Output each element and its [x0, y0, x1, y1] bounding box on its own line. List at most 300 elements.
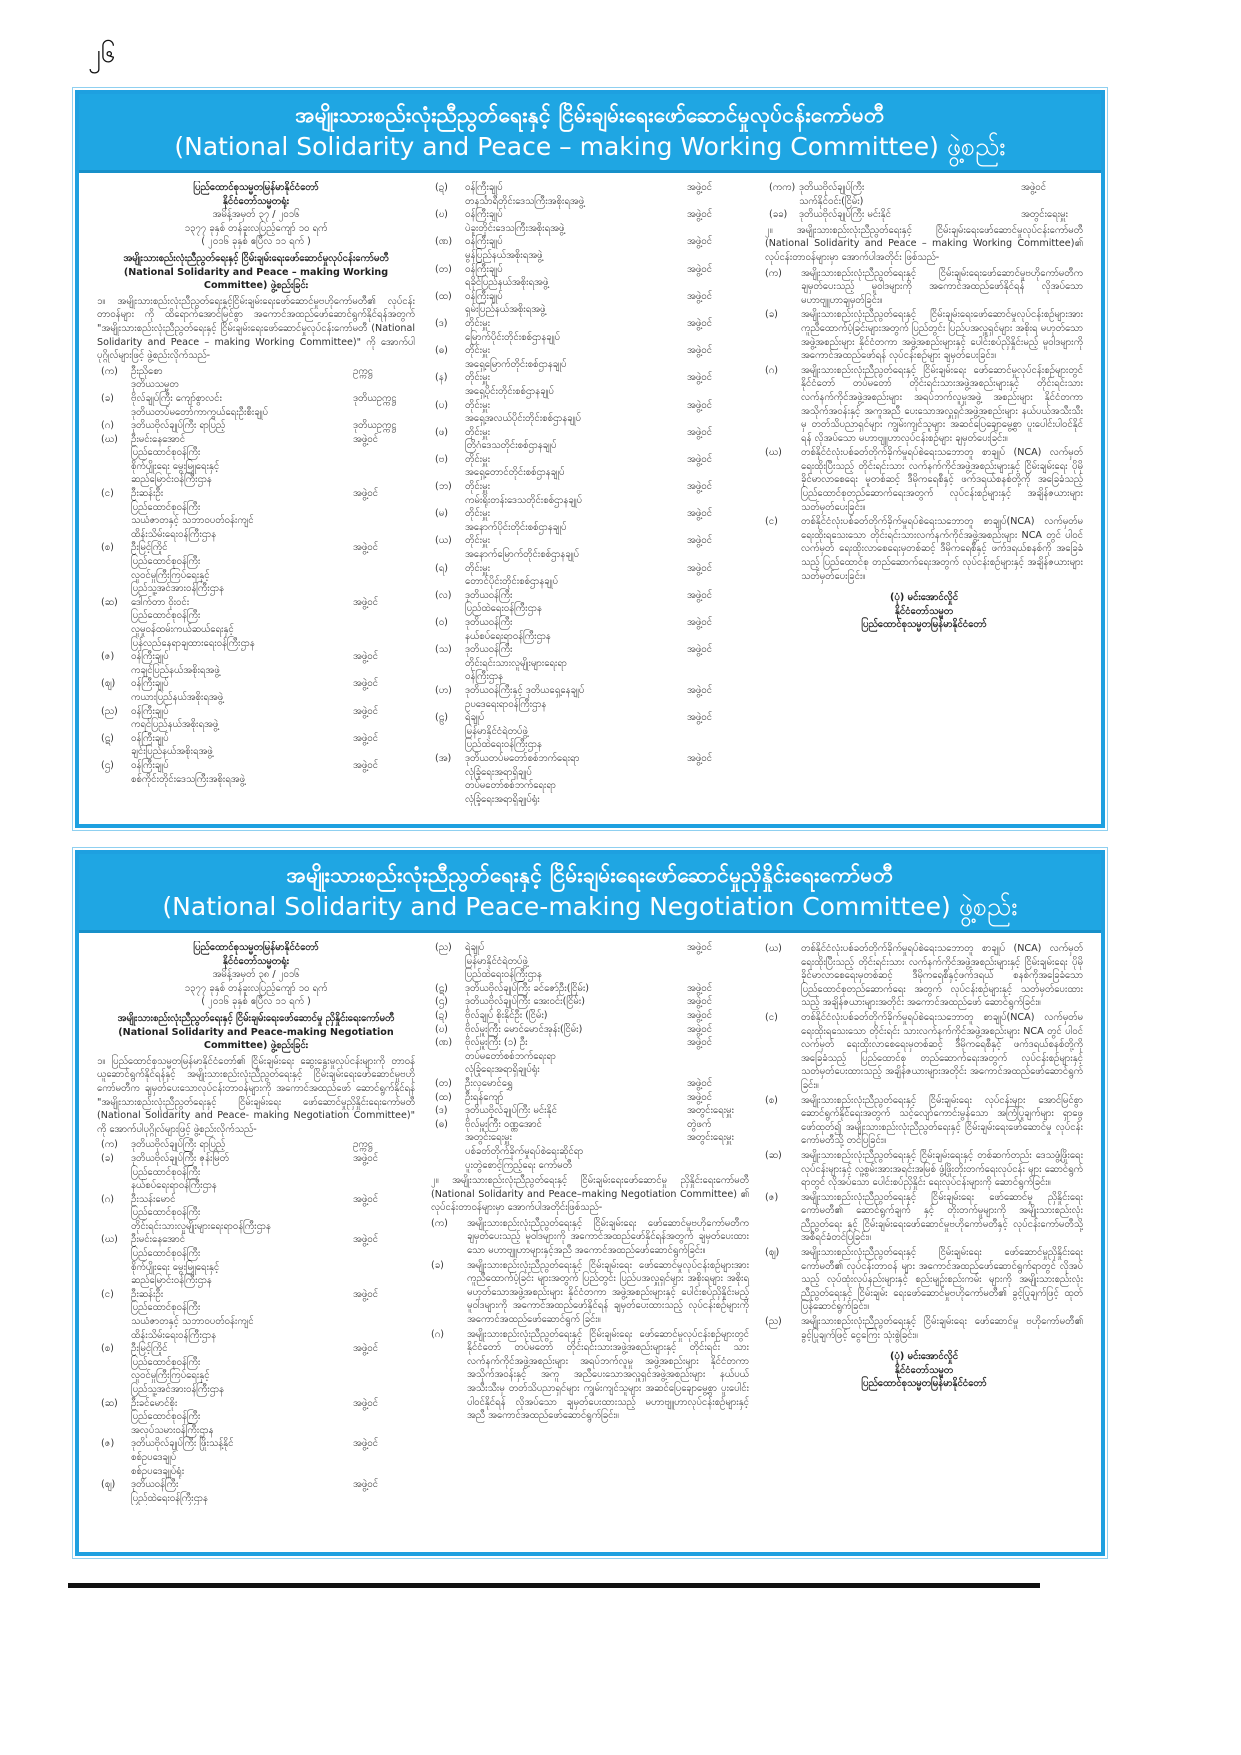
member-details — [465, 684, 687, 711]
order-intro: ၁။ ပြည်ထောင်စုသမ္မတမြန်မာနိုင်ငံတော်၏ ငြိမ်းချမ်းရေး ဆွေးနွေးမှုလုပ်ငန်းများကို တာဝန်ယူဆောင်ရွက်နိုင်ရန်နှင့် အမျိုးသားစည်းလုံးညီညွတ်ရေးနှင့် ငြိမ်းချမ်းရေးဖော်ဆောင်မှုဗဟိုကော်မတီက ချမှတ်ပေးသောလုပ်ငန်းတာဝန်များကို အကောင်အထည်ဖော် ဆောင်ရွက်နိုင်ရန် "အမျိုးသားစည်းလုံးညီညွတ်ရေးနှင့် ငြိမ်းချမ်းရေး ဖော်ဆောင်မှုညှိနှိုင်းရေးကော်မတီ (National Solidarity and Peace- making Negotiation Committee)" ကို အောက်ပါပုဂ္ဂိုလ်များဖြင့် ဖွဲ့စည်းလိုက်သည်- — [97, 1055, 415, 1135]
member-position: ကယားပြည်နယ်အစိုးရအဖွဲ့ — [131, 691, 224, 703]
member-position: တနင်္သာရီတိုင်းဒေသကြီးအစိုးရအဖွဲ့ — [465, 195, 585, 207]
signature-block — [765, 1350, 1083, 1391]
member-name: တိုင်းမှူး — [465, 481, 491, 493]
member-role — [687, 290, 749, 317]
member-entry — [431, 480, 749, 507]
member-role — [353, 677, 415, 704]
member-position: တိုင်းရင်းသားလူမျိုးများရေးရာ — [465, 657, 567, 669]
member-position: လူမှုဝန်ထမ်းကယ်ဆယ်ရေးနှင့် — [131, 624, 234, 635]
member-entry — [97, 1342, 415, 1396]
member-position: အရှေ့ပိုင်းတိုင်းစစ်ဌာနချုပ် — [465, 385, 554, 397]
member-role — [687, 1104, 749, 1118]
member-role — [687, 982, 749, 996]
member-position: ပြည်ထဲရေးဝန်ကြီးဌာန — [131, 1492, 208, 1504]
member-role — [1021, 181, 1083, 208]
member-label: (ဟ) — [435, 684, 452, 696]
member-position: ဒုတိယသမ္မတ — [131, 379, 179, 391]
member-label: (ဈ) — [101, 1479, 116, 1491]
member-entry — [431, 1091, 749, 1105]
member-position: စိုက်ပျိုးရေး မွေးမြူရေးနှင့် — [131, 460, 220, 472]
member-label: (ဂ) — [101, 420, 114, 432]
member-details — [131, 419, 353, 433]
member-role-text: အဖွဲ့ဝင် — [687, 209, 712, 221]
duty-text: အမျိုးသားစည်းလုံးညီညွတ်ရေးနှင့် ငြိမ်းချမ်းရေးဖော်ဆောင်မှုဗဟိုကော်မတီက ချမှတ်ပေးသည့် မူဝါဒများကို အကောင်အထည်ဖော်နိုင်ရန် လိုအပ်သော မဟာဗျူဟာချမှတ်ခြင်း။ — [801, 267, 1083, 306]
member-role-text: အဖွဲ့ဝင် — [353, 1343, 378, 1355]
member-role-text: အဖွဲ့ဝင် — [687, 535, 712, 547]
member-label: (င) — [101, 1288, 114, 1300]
member-position: ကမ်းရိုးတန်းဒေသတိုင်းစစ်ဌာနချုပ် — [465, 494, 582, 506]
member-details — [465, 344, 687, 371]
member-label: (ဇ) — [101, 651, 115, 663]
member-label: (ဂ) — [101, 1193, 114, 1205]
member-role-text: အဖွဲ့ဝင် — [353, 433, 378, 445]
announcement-banner — [79, 94, 1101, 173]
member-label: (ကက) — [769, 182, 796, 193]
order-header-line: ပြည်ထောင်စုသမ္မတမြန်မာနိုင်ငံတော် — [193, 942, 319, 953]
duty-item — [765, 446, 1083, 514]
member-role — [687, 562, 749, 589]
member-position: အရှေ့မြောက်တိုင်းစစ်ဌာနချုပ် — [465, 358, 567, 370]
member-position: စိုက်ပျိုးရေး မွေးမြူရေးနှင့် — [131, 1261, 220, 1273]
duty-label: (င) — [765, 1011, 778, 1023]
member-entry — [97, 392, 415, 419]
member-position: ကချင်ပြည်နယ်အစိုးရအဖွဲ့ — [131, 664, 220, 676]
member-role-text: ဥက္ကဋ္ဌ — [353, 365, 373, 377]
member-position: နယ်စပ်ရေးရာဝန်ကြီးဌာန — [465, 630, 551, 642]
member-label: (တ) — [435, 263, 452, 275]
member-label: (စ) — [101, 1343, 114, 1355]
member-entry — [97, 759, 415, 786]
member-details — [465, 480, 687, 507]
member-entry — [431, 1118, 749, 1172]
member-entry — [431, 1023, 749, 1037]
member-entry — [765, 181, 1083, 208]
member-name: ဒုတိယဗိုလ်ချုပ်ကြီး မင်းနိုင် — [465, 1105, 557, 1117]
member-label: (ဋ) — [101, 732, 114, 744]
member-role — [687, 453, 749, 480]
member-details — [131, 433, 353, 487]
member-details — [465, 589, 687, 616]
member-label: (ဌ) — [101, 759, 114, 771]
member-role — [353, 392, 415, 419]
member-details — [799, 208, 1021, 222]
member-position: ပြည်ထောင်စုဝန်ကြီး — [131, 1248, 201, 1260]
member-role-text: အတွင်းရေးမှူး — [687, 1132, 734, 1144]
member-name: ဒုတိယဝန်ကြီး — [465, 589, 513, 601]
member-role — [687, 426, 749, 453]
member-label: (ဘ) — [435, 481, 452, 493]
duty-item — [765, 1011, 1083, 1093]
member-name: ဒုတိယဗိုလ်ချုပ်ကြီး ရာပြည့် — [131, 420, 226, 432]
member-role-text: အဖွဲ့ဝင် — [687, 1077, 712, 1089]
duty-item — [765, 267, 1083, 308]
member-role-text: အဖွဲ့ဝင် — [353, 488, 378, 500]
member-name: ဒုတိယဗိုလ်ချုပ်ကြီး ဖြိုးသန့်နိုင် — [131, 1438, 234, 1450]
member-role-text: အတွင်းရေးမှူး — [687, 1105, 734, 1117]
member-entry — [97, 365, 415, 392]
member-position: ပြန်လည်နေရာချထားရေးဝန်ကြီးဌာန — [131, 637, 255, 649]
member-role-text: အဖွဲ့ဝင် — [353, 1193, 378, 1205]
member-position: ရခိုင်ပြည်နယ်အစိုးရအဖွဲ့ — [465, 277, 549, 289]
member-name: ဦးသန်းမောင် — [131, 1193, 176, 1205]
duty-item — [765, 1094, 1083, 1148]
duty-item — [431, 1217, 749, 1258]
member-role — [687, 344, 749, 371]
member-details — [465, 752, 687, 806]
member-details — [799, 181, 1021, 208]
member-details — [465, 1091, 687, 1105]
member-name: ဦးရန်ကျော် — [465, 1091, 504, 1103]
member-role-text: အဖွဲ့ဝင် — [687, 399, 712, 411]
member-name: ဝန်ကြီးချုပ် — [465, 182, 503, 193]
member-role-text: အဖွဲ့ဝင် — [687, 684, 712, 696]
member-role-text: အဖွဲ့ဝင် — [687, 996, 712, 1008]
duty-label: (ဂ) — [431, 1328, 444, 1340]
member-details — [465, 941, 687, 982]
member-role — [1021, 208, 1083, 222]
member-label: (ဋ) — [435, 982, 448, 994]
duty-text: တစ်နိုင်ငံလုံးပစ်ခတ်တိုက်ခိုက်မှုရပ်စဲရေးသဘောတူ စာချုပ်(NCA) လက်မှတ်မရေးထိုးရသေးသော တိုင်းရင်းသားလက်နက်ကိုင်အဖွဲ့အစည်းများ NCA တွင် ပါဝင် လက်မှတ် ရေးထိုးလာစေရေးမှတစ်ဆင့် ဒီမိုကရေစီနှင့် ဖက်ဒရယ်စနစ်ကို အခြေခံသည့် ပြည်ထောင်စု တည်ဆောက်ရေးအတွက် လုပ်ငန်းစဉ်များနှင့် အချိန်ဇယားများ သတ်မှတ်ပေးခြင်း။ — [801, 516, 1083, 582]
banner-title-myanmar: အမျိုးသားစည်းလုံးညီညွတ်ရေးနှင့် ငြိမ်းချမ်းရေးဖော်ဆောင်မှုလုပ်ငန်းကော်မတီ — [295, 103, 885, 127]
order-header-line: ၁၃၇၇ ခုနှစ် တန်ခူးလပြည့်ကျော် ၁၀ ရက် — [184, 982, 328, 994]
member-name: ဒုတိယဗိုလ်ချုပ်ကြီး မင်းနိုင် — [799, 209, 891, 221]
column-1 — [89, 181, 423, 806]
member-label: (ဍ) — [435, 182, 448, 193]
duty-item — [765, 1191, 1083, 1245]
order-intro: ၁။ အမျိုးသားစည်းလုံးညီညွတ်ရေးနှင့်ငြိမ်းချမ်းရေးဖော်ဆောင်မှုဗဟိုကော်မတီ၏ လုပ်ငန်းတာဝန်များ ကို ထိရောက်အောင်မြင်စွာ အကောင်အထည်ဖော်ဆောင်ရွက်နိုင်ရန်အတွက် "အမျိုးသားစည်းလုံးညီညွတ်ရေးနှင့် ငြိမ်းချမ်းရေးဖော်ဆောင်မှုလုပ်ငန်းကော်မတီ (National Solidarity and Peace – making Working Committee)" ကို အောက်ပါပုဂ္ဂိုလ်များဖြင့် ဖွဲ့စည်းလိုက်သည်- — [97, 295, 415, 362]
member-role — [687, 752, 749, 806]
member-details — [465, 1023, 687, 1037]
member-position: ပြည်သူ့အင်အားဝန်ကြီးဌာန — [131, 1384, 224, 1395]
duty-item — [431, 1259, 749, 1327]
member-role-text: အဖွဲ့ဝင် — [353, 1234, 378, 1246]
member-details — [131, 1233, 353, 1287]
member-name: တိုင်းမှူး — [465, 372, 491, 384]
member-details — [131, 1288, 353, 1342]
member-role-text: အတွင်းရေးမှူး — [1021, 209, 1068, 221]
member-position: အတွင်းရေးမှူး — [465, 1132, 512, 1144]
member-role-text: အဖွဲ့ဝင် — [687, 290, 712, 302]
member-entry — [431, 684, 749, 711]
member-name: တိုင်းမှူး — [465, 317, 491, 329]
order-header-line: အမိန့်အမှတ် ၃၇ / ၂၀၁၆ — [212, 209, 300, 221]
member-label: (ဒ) — [435, 1105, 448, 1117]
banner-title-myanmar: အမျိုးသားစည်းလုံးညီညွတ်ရေးနှင့် ငြိမ်းချမ်းရေးဖော်ဆောင်မှုညှိနှိုင်းရေးကော်မတီ — [286, 863, 894, 887]
member-label: (ဒ) — [435, 317, 448, 329]
member-label: (ယ) — [435, 535, 452, 547]
duty-item — [765, 364, 1083, 446]
member-role-text: အဖွဲ့ဝင် — [687, 562, 712, 574]
member-role-text: အဖွဲ့ဝင် — [687, 752, 712, 764]
column-2 — [423, 181, 757, 806]
column-3 — [757, 181, 1091, 806]
member-position: မြန်မာနိုင်ငံရဲတပ်ဖွဲ့ — [465, 955, 528, 967]
member-role — [687, 589, 749, 616]
member-label: (ည) — [435, 942, 452, 953]
member-label: (ဃ) — [101, 433, 118, 445]
member-details — [465, 1104, 687, 1118]
member-name: ရဲချုပ် — [465, 942, 485, 953]
member-entry — [97, 419, 415, 433]
member-label: (ဓ) — [435, 1118, 448, 1130]
member-entry — [431, 263, 749, 290]
member-details — [465, 507, 687, 534]
member-entry — [431, 616, 749, 643]
member-name: ဒုတိယဗိုလ်ချုပ်ကြီး ရာပြည့် — [131, 1139, 226, 1151]
member-name: ဒေါက်တာ ဝိုးဝင်း — [131, 596, 190, 608]
announcement-negotiation-committee — [75, 850, 1105, 1556]
member-entry — [97, 705, 415, 732]
member-details — [465, 208, 687, 235]
member-role-text: အဖွဲ့ဝင် — [353, 732, 378, 744]
member-name: ဒုတိယဗိုလ်ချုပ်ကြီး ခင်ဇော်ဦး(ငြိမ်း) — [465, 982, 590, 994]
member-details — [131, 1193, 353, 1234]
order-header-line: အမိန့်အမှတ် ၃၈ / ၂၀၁၆ — [212, 969, 300, 981]
member-entry — [431, 235, 749, 262]
duty-item — [765, 308, 1083, 362]
member-position: လူဝင်မှုကြီးကြပ်ရေးနှင့် — [131, 569, 210, 581]
member-details — [131, 1397, 353, 1438]
member-position: ပြည်ထောင်စုဝန်ကြီး — [131, 501, 201, 513]
member-role-text: အဖွဲ့ဝင် — [687, 236, 712, 248]
member-details — [465, 616, 687, 643]
member-details — [465, 534, 687, 561]
duty-label: (ည) — [765, 1316, 782, 1328]
member-name: ဒုတိယဝန်ကြီးနှင့် ဒုတိယရှေ့နေချုပ် — [465, 684, 585, 696]
duty-text: အမျိုးသားစည်းလုံးညီညွတ်ရေးနှင့် ငြိမ်းချမ်းရေး ဖော်ဆောင်မှု ဗဟိုကော်မတီ၏ ခွင့်ပြုချက်ဖြင့် ငွေကြေး သုံးစွဲခြင်း။ — [801, 1316, 1083, 1341]
member-role — [687, 507, 749, 534]
member-name: ဦးဆန်းဦး — [131, 1288, 164, 1300]
member-details — [465, 643, 687, 684]
member-name: ဒုတိယဗိုလ်ချုပ်ကြီး ဇုန်းမြတ် — [131, 1152, 229, 1164]
member-role-text: အဖွဲ့ဝင် — [687, 1037, 712, 1049]
duty-item — [765, 1149, 1083, 1190]
member-entry — [97, 433, 415, 487]
duty-text: အမျိုးသားစည်းလုံးညီညွတ်ရေးနှင့် ငြိမ်းချမ်းရေးဖော်ဆောင်မှုလုပ်ငန်းစဉ်များအား ကူညီထောက်ပံ့ခြင်းများအတွက် ပြည်တွင်း ပြည်ပအလှူရှင်များ အစိုးရ မဟုတ်သော အဖွဲ့အစည်းများ နိုင်ငံတကာ အဖွဲ့အစည်းများနှင့် ပေါင်းစပ်ညှိနှိုင်းမည့် မူဝါဒများကို အကောင်အထည်ဖော်ရန် လုပ်ငန်းစဉ်များ ချမှတ်ပေးခြင်း။ — [801, 309, 1083, 362]
duty-list — [765, 267, 1083, 584]
member-name: ဝန်ကြီးချုပ် — [465, 209, 503, 221]
member-name: ဝန်ကြီးချုပ် — [131, 759, 169, 771]
order-subject: အမျိုးသားစည်းလုံးညီညွတ်ရေးနှင့် ငြိမ်းချမ်းရေးဖော်ဆောင်မှုလုပ်ငန်းကော်မတီ (National Solidarity and Peace – making Working Committee) ဖွဲ့စည်းခြင်း — [123, 252, 389, 292]
member-name: ဝန်ကြီးချုပ် — [465, 236, 503, 248]
member-position: ပြည်ထောင်စုဝန်ကြီး — [131, 1166, 201, 1178]
member-entry — [97, 1193, 415, 1234]
member-role-text: အဖွဲ့ဝင် — [687, 426, 712, 438]
member-position: တပ်မတော်စစ်ဘက်ရေးရာ — [465, 1050, 556, 1062]
member-details — [465, 562, 687, 589]
member-label: (ဗ) — [435, 453, 448, 465]
member-name: ရဲချုပ် — [465, 712, 485, 724]
member-details — [131, 1478, 353, 1505]
signature-block — [765, 591, 1083, 632]
member-details — [131, 759, 353, 786]
member-role — [353, 487, 415, 541]
member-role — [687, 263, 749, 290]
member-entry — [431, 534, 749, 561]
member-role — [353, 1342, 415, 1396]
member-role — [353, 1478, 415, 1505]
banner-title-english: (National Solidarity and Peace – making Working Committee) ဖွဲ့စည်း — [174, 132, 1006, 161]
member-role — [353, 365, 415, 392]
member-details — [465, 317, 687, 344]
member-position: ရှမ်းပြည်နယ်အစိုးရအဖွဲ့ — [465, 304, 546, 316]
member-name: ဒုတိယဝန်ကြီး — [465, 644, 513, 656]
member-entry — [765, 208, 1083, 222]
member-details — [465, 181, 687, 208]
member-details — [131, 1138, 353, 1152]
duty-label: (ဇ) — [765, 1191, 779, 1203]
member-role-text: အဖွဲ့ဝင် — [353, 542, 378, 554]
member-role — [353, 1397, 415, 1438]
member-label: (ထ) — [435, 1091, 452, 1103]
member-label: (င) — [101, 488, 114, 500]
member-role — [353, 1152, 415, 1193]
member-role-text: ဒုတိယဥက္ကဋ္ဌ — [353, 420, 397, 432]
member-position: ဆည်မြောင်းဝန်ကြီးဌာန — [131, 1275, 212, 1287]
member-role-text: အဖွဲ့ဝင် — [687, 1009, 712, 1021]
member-role — [687, 317, 749, 344]
duty-text: အမျိုးသားစည်းလုံးညီညွတ်ရေးနှင့် ငြိမ်းချမ်းရေးနှင့် တစ်ဆက်တည်း ဒေသဖွံ့ဖြိုးရေးလုပ်ငန်းများနှင့် လူ့စွမ်းအားအရင်းအမြစ် ဖွံ့ဖြိုးတိုးတက်ရေးလုပ်ငန်း များ ဆောင်ရွက်ရာတွင် လိုအပ်သော ပေါင်းစပ်ညှိနှိုင်း ရေးလုပ်ငန်းများကို ဆောင်ရွက်ခြင်း။ — [801, 1149, 1083, 1189]
member-details — [465, 995, 687, 1009]
member-role — [353, 1233, 415, 1287]
member-name: ဗိုလ်မှူးကြီး ဝဏ္ဏအောင် — [465, 1118, 542, 1130]
member-position: အနောက်ပိုင်းတိုင်းစစ်ဌာနချုပ် — [465, 521, 567, 533]
member-name: ဝန်ကြီးချုပ် — [465, 290, 503, 302]
member-label: (က) — [101, 1139, 118, 1151]
member-details — [131, 650, 353, 677]
member-role-text: အဖွဲ့ဝင် — [353, 1152, 378, 1164]
member-label: (ဃ) — [101, 1234, 118, 1246]
member-name: ဦးမင်းနေအောင် — [131, 1234, 186, 1246]
member-role — [687, 1023, 749, 1037]
member-entry — [431, 941, 749, 982]
member-details — [465, 1118, 687, 1172]
member-details — [465, 982, 687, 996]
member-label: (ဏ) — [435, 1037, 453, 1049]
member-label: (ခ) — [101, 1152, 114, 1164]
member-list — [97, 365, 415, 786]
member-details — [131, 677, 353, 704]
member-name: တိုင်းမှူး — [465, 426, 491, 438]
member-role — [687, 480, 749, 507]
member-role-text: အဖွဲ့ဝင် — [353, 759, 378, 771]
member-position: ပဲခူးတိုင်းဒေသကြီးအစိုးရအဖွဲ့ — [465, 222, 565, 234]
member-entry — [431, 399, 749, 426]
member-details — [131, 732, 353, 759]
member-label: (ဍ) — [435, 1009, 448, 1021]
member-position: ပူးတွဲစောင့်ကြည့်ရေး ကော်မတီ — [465, 1159, 572, 1171]
member-entry — [431, 208, 749, 235]
member-details — [465, 399, 687, 426]
member-position: ပြည်ထဲရေးဝန်ကြီးဌာန — [465, 969, 542, 981]
member-entry — [97, 487, 415, 541]
member-role — [687, 643, 749, 684]
member-role-text: အဖွဲ့ဝင် — [353, 1438, 378, 1450]
member-entry — [431, 1077, 749, 1091]
member-details — [465, 235, 687, 262]
member-role — [353, 1138, 415, 1152]
member-details — [465, 263, 687, 290]
member-entry — [97, 1152, 415, 1193]
member-details — [465, 453, 687, 480]
member-position: ပြည်ထောင်စုဝန်ကြီး — [131, 1302, 201, 1314]
member-label: (ပ) — [435, 399, 448, 411]
member-position: ပြည်ထောင်စုဝန်ကြီး — [131, 610, 201, 622]
member-position: အလုပ်သမားဝန်ကြီးဌာန — [131, 1424, 214, 1436]
member-name: ဝန်ကြီးချုပ် — [131, 705, 169, 717]
member-entry — [97, 596, 415, 650]
member-entry — [431, 995, 749, 1009]
member-label: (ဎ) — [435, 1023, 448, 1035]
member-label: (ဇ) — [101, 1438, 115, 1450]
member-list — [431, 181, 749, 806]
member-details — [131, 1342, 353, 1396]
order-header-line: ၁၃၇၇ ခုနှစ် တန်ခူးလပြည့်ကျော် ၁၀ ရက် — [184, 222, 328, 234]
column-2 — [423, 941, 757, 1505]
member-role-text: အဖွဲ့ဝင် — [687, 617, 712, 628]
member-label: (ရ) — [435, 562, 448, 574]
member-role — [353, 732, 415, 759]
member-name: ဦးမြင့်ကြိုင် — [131, 542, 168, 554]
duties-intro: ၂။ အမျိုးသားစည်းလုံးညီညွတ်ရေးနှင့် ငြိမ်းချမ်းရေးဖော်ဆောင်မှု ညှိနှိုင်းရေးကော်မတီ (National Solidarity and Peace–making Negotiation Committee) ၏ လုပ်ငန်းတာဝန်များမှာ အောက်ပါအတိုင်းဖြစ်သည်- — [431, 1175, 749, 1214]
member-label: (ဎ) — [435, 209, 448, 221]
duty-label: (က) — [765, 267, 782, 279]
member-role-text: အဖွဲ့ဝင် — [687, 1023, 712, 1035]
member-label: (အ) — [435, 752, 452, 764]
member-position: လုံခြုံရေးအရာရှိချုပ်ရုံး — [465, 793, 540, 805]
member-role — [687, 235, 749, 262]
member-label: (ခခ) — [769, 209, 788, 221]
member-position: နယ်စပ်ရေးရာဝန်ကြီးဌာန — [131, 1180, 217, 1192]
member-role — [687, 534, 749, 561]
order-header-line: နိုင်ငံတော်သမ္မတရုံး — [222, 955, 290, 967]
member-role-text: အဖွဲ့ဝင် — [353, 1288, 378, 1300]
order-header-line: ပြည်ထောင်စုသမ္မတမြန်မာနိုင်ငံတော် — [193, 182, 319, 193]
member-role-text: အဖွဲ့ဝင် — [687, 1091, 712, 1103]
duty-label: (ဈ) — [765, 1247, 780, 1259]
member-position: ဆည်မြောင်းဝန်ကြီးဌာန — [131, 474, 212, 486]
member-role — [687, 181, 749, 208]
announcement-working-committee — [75, 90, 1105, 828]
member-label: (ဓ) — [435, 345, 448, 357]
member-entry — [431, 1009, 749, 1023]
member-name: တိုင်းမှူး — [465, 535, 491, 547]
member-label: (န) — [435, 372, 448, 384]
duty-label: (ဃ) — [765, 447, 782, 459]
member-position: လုံခြုံရေးအရာရှိချုပ် — [465, 766, 532, 778]
member-entry — [431, 344, 749, 371]
order-header-line: ( ၂၀၁၆ ခုနှစ် ဧပြီလ ၁၁ ရက် ) — [201, 996, 311, 1008]
member-position: ထိန်းသိမ်းရေးဝန်ကြီးဌာန — [131, 1329, 217, 1341]
member-role-text: အဖွဲ့ဝင် — [353, 1397, 378, 1409]
member-role — [353, 1437, 415, 1478]
member-position: လုံခြုံရေးအရာရှိချုပ်ရုံး — [465, 1064, 540, 1076]
member-name: ဝန်ကြီးချုပ် — [131, 678, 169, 690]
member-name: ဦးလှမောင်ရွှေ — [465, 1077, 513, 1089]
member-details — [465, 1009, 687, 1023]
member-details — [131, 1152, 353, 1193]
member-role — [353, 705, 415, 732]
member-entry — [431, 453, 749, 480]
member-name: ဒုတိယဗိုလ်ချုပ်ကြီး အေးဝင်း(ငြိမ်း) — [465, 996, 585, 1008]
member-position: ချင်းပြည်နယ်အစိုးရအဖွဲ့ — [131, 746, 213, 758]
member-position: အနောက်မြောက်တိုင်းစစ်ဌာနချုပ် — [465, 549, 580, 561]
member-entry — [431, 589, 749, 616]
member-name: ဗိုလ်မှူးကြီး မောင်မောင်အုန်း(ငြိမ်း) — [465, 1023, 583, 1035]
duty-label: (ဂ) — [765, 364, 778, 376]
member-position: မြောက်ပိုင်းတိုင်းစစ်ဌာနချုပ် — [465, 331, 560, 343]
